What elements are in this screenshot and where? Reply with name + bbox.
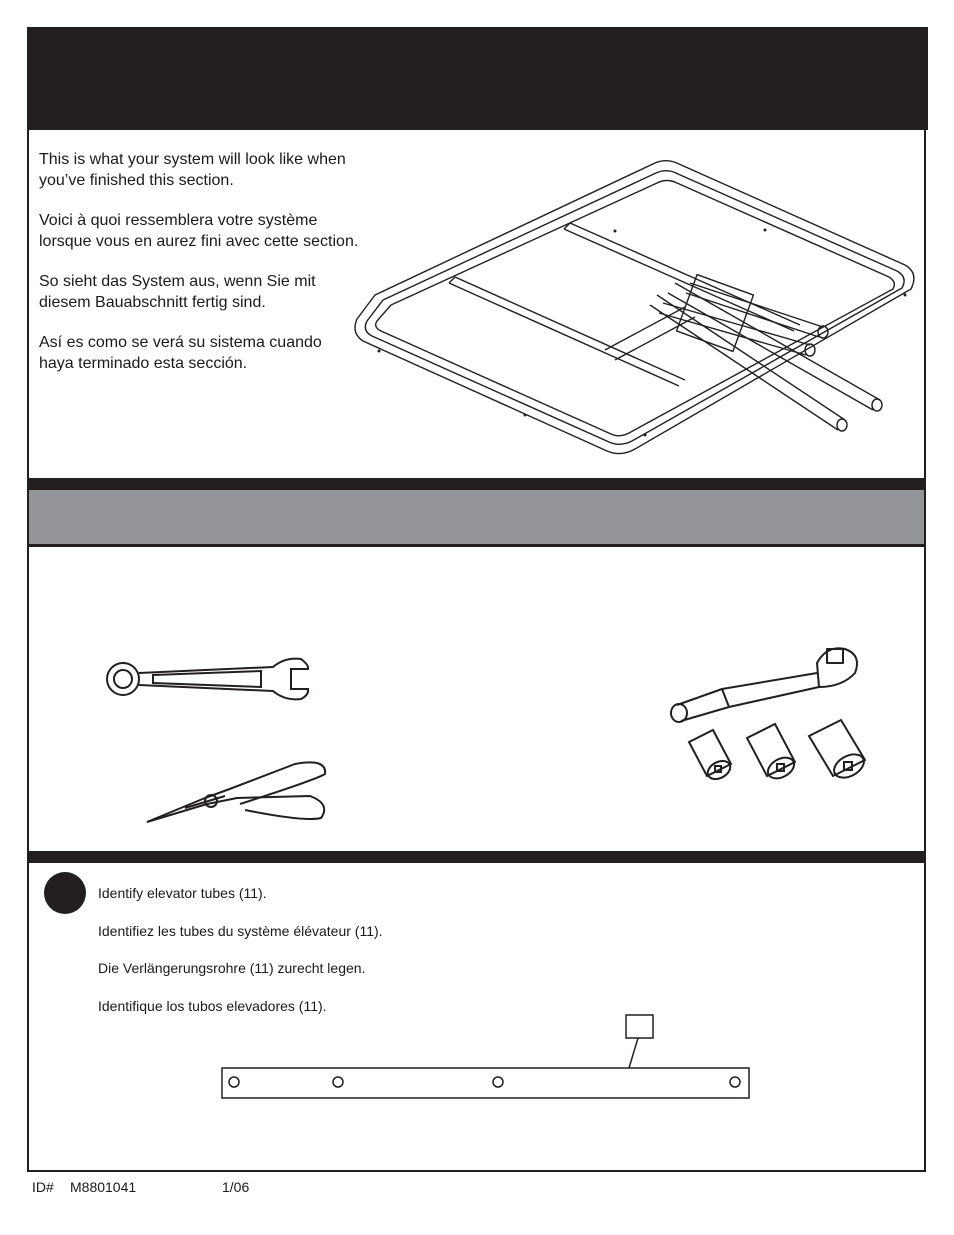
step-french: Identifiez les tubes du système élévateur (11). [98,923,383,939]
step-english: Identify elevator tubes (11). [98,885,267,901]
intro-spanish: Así es como se verá su sistema cuando haya terminado esta sección. [39,334,322,372]
step-number-badge [44,872,86,914]
needle-nose-pliers-icon [145,760,330,830]
footer-id-number: M8801041 [70,1179,137,1195]
part-leader-line [629,1038,638,1068]
intro-english: This is what your system will look like when you’ve finished this section. [39,151,346,189]
socket-wrench-icon [667,643,867,725]
step-spanish: Identifique los tubos elevadores (11). [98,998,327,1014]
header-bar [27,27,928,130]
step-german: Die Verlängerungsrohre (11) zurecht legen. [98,960,366,976]
footer-date: 1/06 [222,1179,250,1195]
tools-header-band [29,490,924,547]
combination-wrench-icon [103,655,313,703]
elevator-tube [222,1068,749,1098]
section-divider [27,478,926,490]
footer-id-label: ID# [32,1179,54,1195]
intro-text [39,149,359,393]
assembled-frame-illustration [345,155,925,470]
elevator-tube-illustration [220,1012,752,1102]
section-divider [27,851,926,863]
part-label-box [626,1015,653,1038]
intro-french: Voici à quoi ressemblera votre système lorsque vous en aurez fini avec cette section. [39,212,359,250]
socket-set-icon [683,716,873,788]
intro-german: So sieht das System aus, wenn Sie mit diesem Bauabschnitt fertig sind. [39,273,316,311]
